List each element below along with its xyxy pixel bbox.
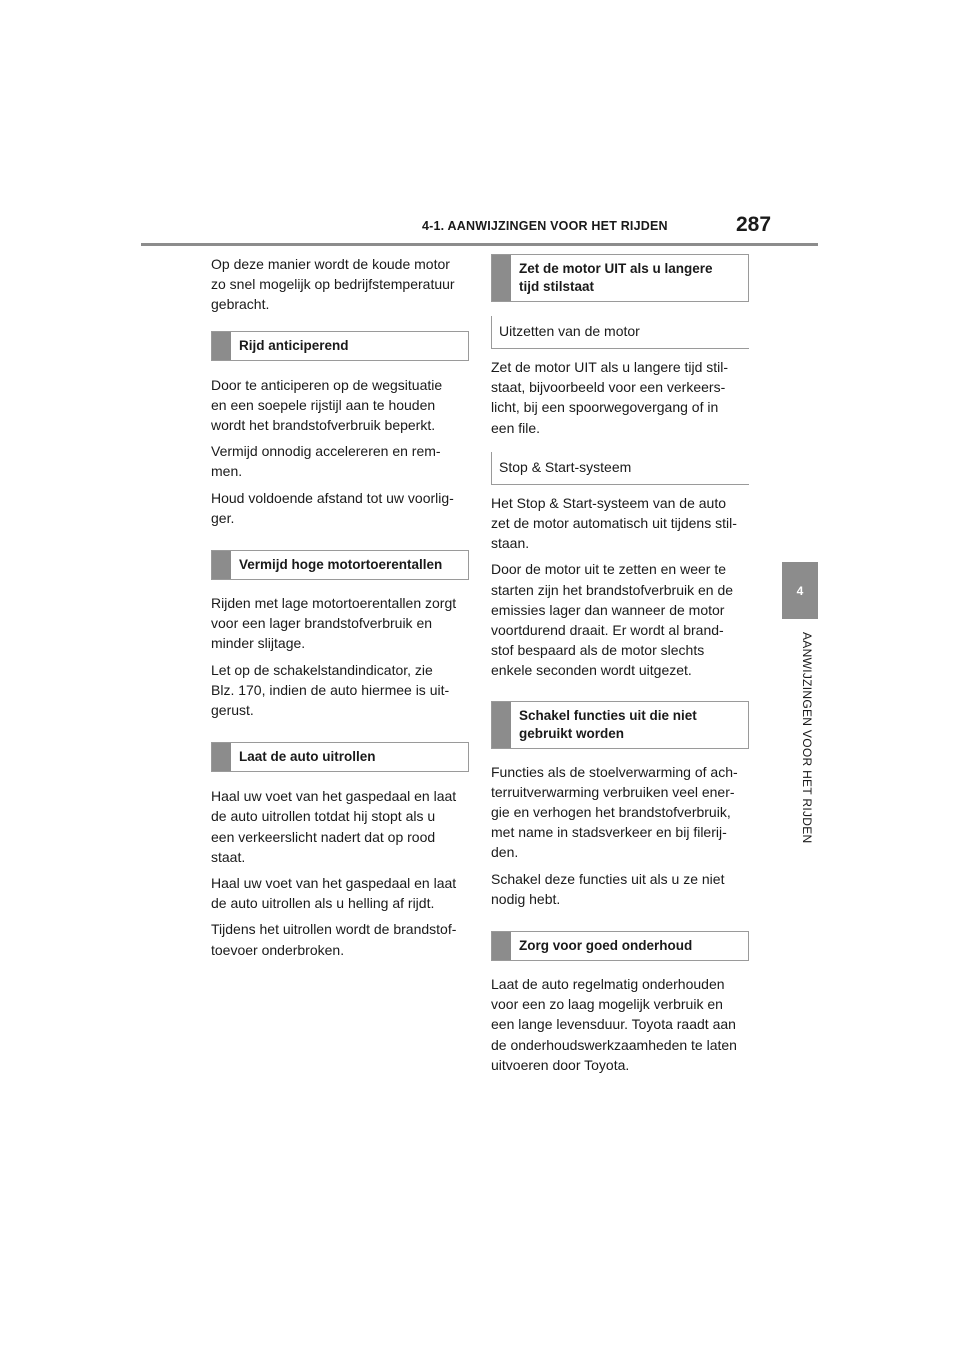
paragraph: Haal uw voet van het gaspedaal en laat de auto uitrollen als u helling af rijdt. xyxy=(211,875,457,912)
heading-zorg-voor-goed-onderhoud xyxy=(491,931,749,961)
left-column xyxy=(211,254,469,966)
paragraph: Laat de auto regelmatig onderhouden voor een zo laag mogelijk verbruik en een lange levensduur. Toyota raadt aan de onderhoudswerkzaamheden te laten uitvoeren door Toyota. xyxy=(491,976,737,1073)
subheading-stop-start-systeem: Stop & Start-systeem xyxy=(491,452,749,485)
paragraph: Tijdens het uitrollen wordt de brandstof- toevoer onderbroken. xyxy=(211,921,457,958)
intro-paragraph: Op deze manier wordt de koude motor zo snel mogelijk op bedrijfstemperatuur gebracht. xyxy=(211,256,455,313)
paragraph: Functies als de stoelverwarming of ach- terruitverwarming verbruiken veel ener- gie en verhogen het brandstofverbruik, met name in stadsverkeer en bij filerij- den. xyxy=(491,763,738,861)
heading-marker xyxy=(492,702,511,748)
heading-laat-de-auto-uitrollen xyxy=(211,742,469,772)
heading-text: Schakel functies uit die niet gebruikt worden xyxy=(519,707,697,741)
heading-text: Rijd anticiperend xyxy=(239,337,349,353)
heading-text: Laat de auto uitrollen xyxy=(239,749,376,765)
header-divider xyxy=(141,243,818,246)
heading-zet-de-motor-uit xyxy=(491,254,749,302)
heading-text: Zorg voor goed onderhoud xyxy=(519,938,693,954)
chapter-title-vertical: AANWIJZINGEN VOOR HET RIJDEN xyxy=(800,632,814,844)
paragraph: Haal uw voet van het gaspedaal en laat de auto uitrollen totdat hij stopt als u een verkeerslicht nadert dat op rood staat. xyxy=(211,788,457,865)
chapter-number: 4 xyxy=(796,583,804,598)
heading-marker xyxy=(212,551,231,579)
heading-text: Zet de motor UIT als u langere tijd stilstaat xyxy=(519,261,713,294)
paragraph: Vermijd onnodig accelereren en rem- men. xyxy=(211,443,441,480)
paragraph: Door te anticiperen op de wegsituatie en een soepele rijstijl aan te houden wordt het brandstofverbruik beperkt. xyxy=(211,376,443,434)
heading-marker xyxy=(212,332,231,360)
heading-marker xyxy=(492,255,511,301)
right-column xyxy=(491,254,749,1081)
paragraph: Houd voldoende afstand tot uw voorlig- ger. xyxy=(211,489,454,526)
paragraph: Rijden met lage motortoerentallen zorgt voor een lager brandstofverbruik en minder slijtage. xyxy=(211,595,457,652)
paragraph: Schakel deze functies uit als u ze niet nodig hebt. xyxy=(491,870,725,907)
heading-vermijd-hoge-motortoerentallen xyxy=(211,550,469,580)
paragraph: Het Stop & Start-systeem van de auto zet de motor automatisch uit tijdens stil- staan. xyxy=(491,494,737,552)
paragraph: Let op de schakelstandindicator, zie Blz. 170, indien de auto hiermee is uit- gerust. xyxy=(211,661,450,719)
heading-schakel-functies-uit xyxy=(491,701,749,749)
heading-rijd-anticiperend xyxy=(211,331,469,361)
paragraph: Zet de motor UIT als u langere tijd stil- staat, bijvoorbeeld voor een verkeers- licht, bij een spoorwegovergang of in een file. xyxy=(491,359,729,436)
page-number: 287 xyxy=(736,213,772,236)
heading-marker xyxy=(212,743,231,771)
subheading-uitzetten-van-de-motor: Uitzetten van de motor xyxy=(491,316,749,349)
section-title: 4-1. AANWIJZINGEN VOOR HET RIJDEN xyxy=(422,219,668,233)
chapter-tab xyxy=(782,562,818,619)
heading-marker xyxy=(492,932,511,960)
paragraph: Door de motor uit te zetten en weer te starten zijn het brandstofverbruik en de emissies lager dan wanneer de motor voortdurend draait. Er wordt al brand- stof bespaard als de motor slechts enkele seconden wordt uitgezet. xyxy=(491,561,734,679)
heading-text: Vermijd hoge motortoerentallen xyxy=(239,557,443,573)
